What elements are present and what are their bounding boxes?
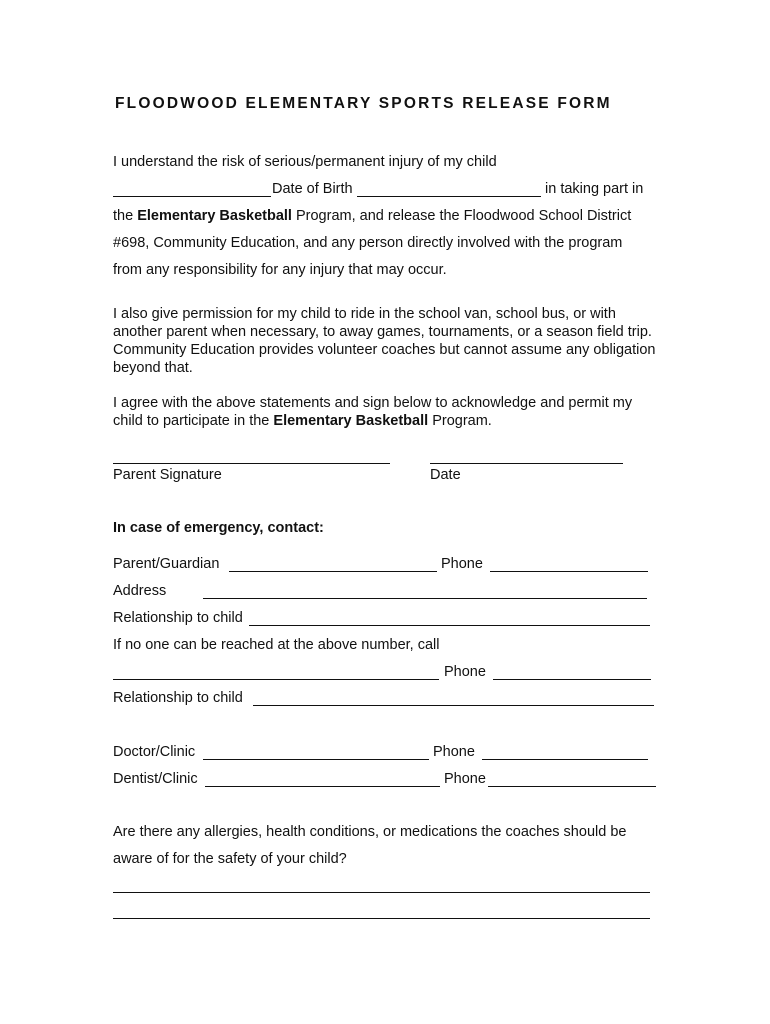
agree-text-after: Program. [432,413,492,429]
allergies-answer-line-1[interactable] [113,892,650,893]
release-line-3 [113,207,631,225]
dentist-phone-field[interactable] [488,786,656,787]
parent-phone-label: Phone [441,556,483,572]
alternate-contact-field[interactable] [113,679,439,680]
alternate-phone-field[interactable] [493,679,651,680]
agree-paragraph [113,394,661,430]
parent-guardian-field[interactable] [229,571,437,572]
date-of-birth-label: Date of Birth [272,181,353,197]
release-line-5: from any responsibility for any injury that may occur. [113,262,447,278]
allergies-question-line-2: aware of for the safety of your child? [113,851,347,867]
doctor-phone-label: Phone [433,744,475,760]
doctor-clinic-field[interactable] [203,759,429,760]
dentist-clinic-field[interactable] [205,786,440,787]
program-name-bold: Elementary Basketball [137,208,292,224]
date-of-birth-field[interactable] [357,196,541,197]
dentist-clinic-label: Dentist/Clinic [113,771,198,787]
child-name-field[interactable] [113,196,271,197]
relationship-label-2: Relationship to child [113,690,243,706]
relationship-label-1: Relationship to child [113,610,243,626]
parent-guardian-label: Parent/Guardian [113,556,220,572]
release-the-word: the [113,208,134,224]
address-label: Address [113,583,167,599]
parent-phone-field[interactable] [490,571,648,572]
allergies-question-line-1: Are there any allergies, health conditions, or medications the coaches should be [113,824,627,840]
parent-signature-label: Parent Signature [113,467,222,483]
relationship-field-1[interactable] [249,625,650,626]
form-title: FLOODWOOD ELEMENTARY SPORTS RELEASE FORM [115,95,612,112]
permission-paragraph: I also give permission for my child to ride in the school van, school bus, or with another parent when necessary, to away games, tournaments, or a season field trip. Community Education provides volunteer coaches but cannot assume any obligation beyond that. [113,306,656,376]
dentist-phone-label: Phone [444,771,486,787]
no-one-reached-text: If no one can be reached at the above number, call [113,637,440,653]
release-line-4: #698, Community Education, and any person directly involved with the program [113,235,623,251]
agree-text: I agree with the above statements and sign below to acknowledge and permit my child to participate in the [113,395,633,429]
relationship-field-2[interactable] [253,705,654,706]
emergency-heading: In case of emergency, contact: [113,520,324,536]
date-label: Date [430,467,461,483]
parent-signature-field[interactable] [113,463,390,464]
release-line-3-rest: Program, and release the Floodwood School District [295,208,632,224]
doctor-clinic-label: Doctor/Clinic [113,744,196,760]
agree-program-name: Elementary Basketball [273,413,429,429]
alternate-phone-label: Phone [444,664,486,680]
allergies-answer-line-2[interactable] [113,918,650,919]
signature-date-field[interactable] [430,463,623,464]
taking-part-text: in taking part in [545,181,644,197]
doctor-phone-field[interactable] [482,759,648,760]
release-line-1: I understand the risk of serious/permanent injury of my child [113,154,497,170]
address-field[interactable] [203,598,647,599]
